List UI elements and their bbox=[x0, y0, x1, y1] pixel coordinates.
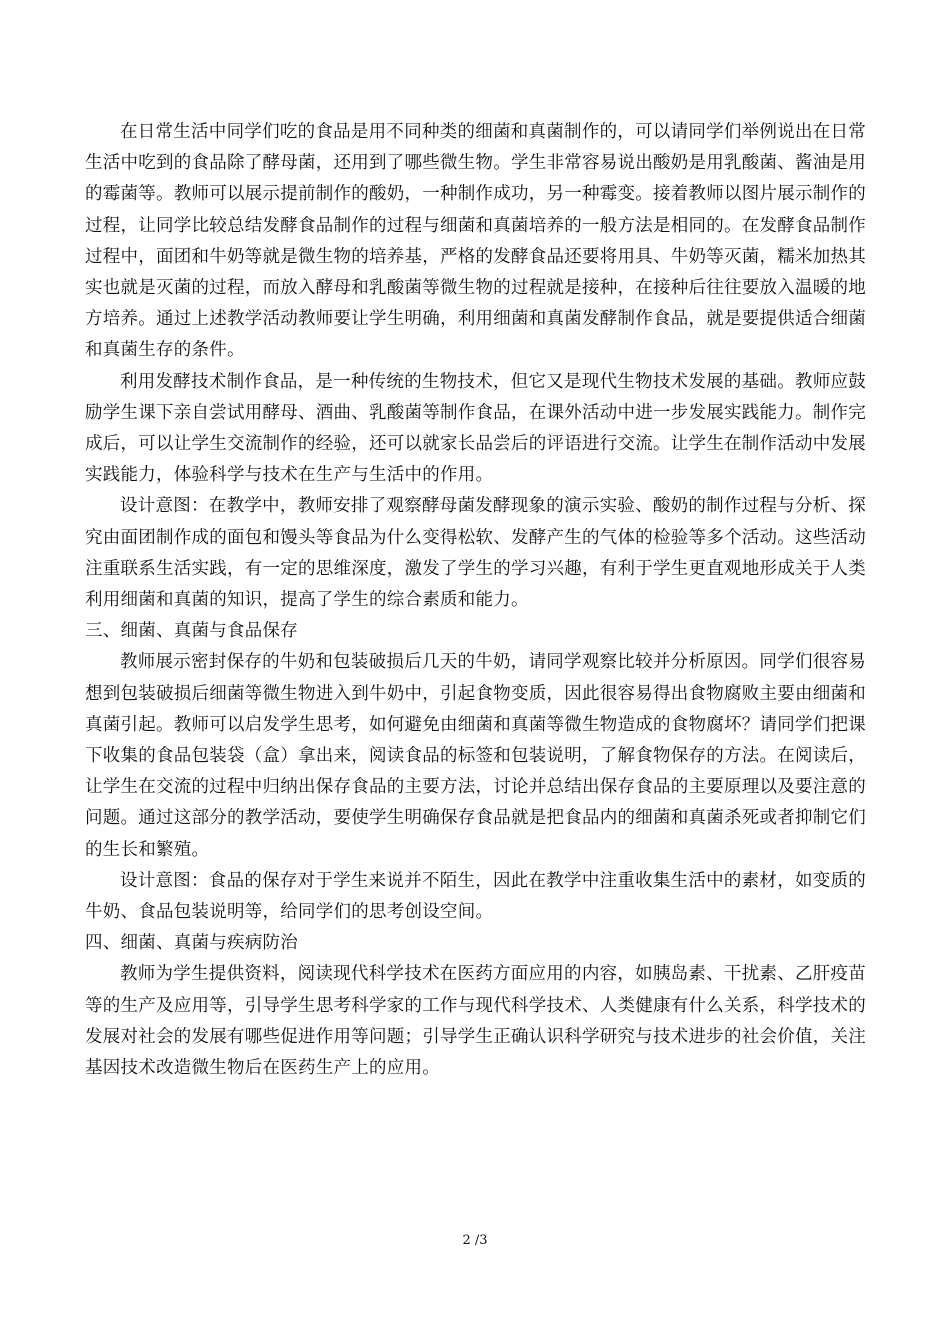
section-heading-food-preservation: 三、细菌、真菌与食品保存 bbox=[85, 621, 298, 642]
paragraph-medical-applications: 教师为学生提供资料，阅读现代科学技术在医药方面应用的内容，如胰岛素、干扰素、乙肝疫苗等的生产及应用等，引导学生思考科学家的工作与现代科学技术、人类健康有什么关系，科学技术的发展对社会的发展有哪些促进作用等问题；引导学生正确认识科学研究与技术进步的社会价值，关注基因技术改造微生物后在医药生产上的应用。 bbox=[85, 964, 866, 1079]
paragraph-milk-preservation: 教师展示密封保存的牛奶和包装破损后几天的牛奶，请同学观察比较并分析原因。同学们很容易想到包装破损后细菌等微生物进入到牛奶中，引起食物变质，因此很容易得出食物腐败主要由细菌和真菌引起。教师可以启发学生思考，如何避免由细菌和真菌等微生物造成的食物腐坏？请同学们把课下收集的食品包装袋（盒）拿出来，阅读食品的标签和包装说明，了解食物保存的方法。在阅读后，让学生在交流的过程中归纳出保存食品的主要方法，讨论并总结出保存食品的主要原理以及要注意的问题。通过这部分的教学活动，要使学生明确保存食品就是把食品内的细菌和真菌杀死或者抑制它们的生长和繁殖。 bbox=[85, 652, 866, 860]
paragraph-design-intent-1: 设计意图：在教学中，教师安排了观察酵母菌发酵现象的演示实验、酸奶的制作过程与分析、探究由面团制作成的面包和馒头等食品为什么变得松软、发酵产生的气体的检验等多个活动。这些活动注重联系生活实践，有一定的思维深度，激发了学生的学习兴趣，有利于学生更直观地形成关于人类利用细菌和真菌的知识，提高了学生的综合素质和能力。 bbox=[85, 496, 866, 611]
paragraph-design-intent-2: 设计意图：食品的保存对于学生来说并不陌生，因此在教学中注重收集生活中的素材，如变质的牛奶、食品包装说明等，给同学们的思考创设空间。 bbox=[85, 870, 866, 923]
paragraph-fermentation-technology: 利用发酵技术制作食品，是一种传统的生物技术，但它又是现代生物技术发展的基础。教师应鼓励学生课下亲自尝试用酵母、酒曲、乳酸菌等制作食品，在课外活动中进一步发展实践能力。制作完成后，可以让学生交流制作的经验，还可以就家长品尝后的评语进行交流。让学生在制作活动中发展实践能力，体验科学与技术在生产与生活中的作用。 bbox=[85, 371, 866, 486]
page-number: 2 /3 bbox=[462, 1233, 488, 1248]
section-heading-disease-prevention: 四、细菌、真菌与疾病防治 bbox=[85, 933, 298, 954]
document-body bbox=[85, 117, 866, 1084]
paragraph-fermented-food-making: 在日常生活中同学们吃的食品是用不同种类的细菌和真菌制作的，可以请同学们举例说出在日常生活中吃到的食品除了酵母菌，还用到了哪些微生物。学生非常容易说出酸奶是用乳酸菌、酱油是用的霉菌等。教师可以展示提前制作的酸奶，一种制作成功，另一种霉变。接着教师以图片展示制作的过程，让同学比较总结发酵食品制作的过程与细菌和真菌培养的一般方法是相同的。在发酵食品制作过程中，面团和牛奶等就是微生物的培养基，严格的发酵食品还要将用具、牛奶等灭菌，糯米加热其实也就是灭菌的过程，而放入酵母和乳酸菌等微生物的过程就是接种，在接种后往往要放入温暖的地方培养。通过上述教学活动教师要让学生明确，利用细菌和真菌发酵制作食品，就是要提供适合细菌和真菌生存的条件。 bbox=[85, 122, 866, 361]
